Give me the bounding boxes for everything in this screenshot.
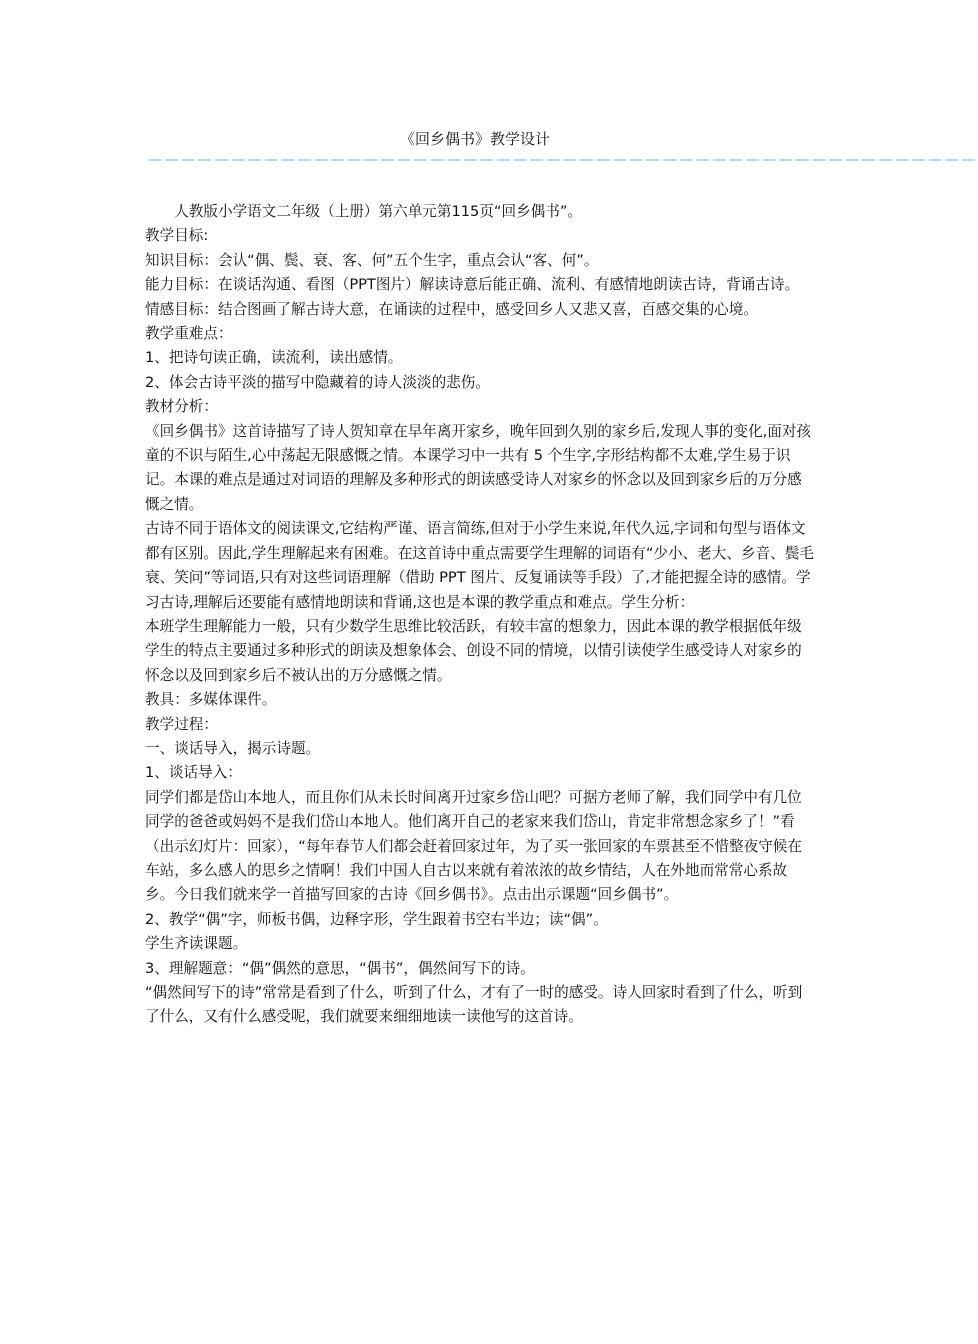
list-item: 1、谈话导入： <box>145 764 242 782</box>
section-heading: 教学重难点： <box>145 325 233 343</box>
section-heading: 教学目标: <box>145 227 209 245</box>
list-item: 3、理解题意：“偶”偶然的意思，“偶书”，偶然间写下的诗。 <box>145 959 535 977</box>
paragraph: 学生齐读课题。 <box>145 935 248 953</box>
intro-paragraph: 人教版小学语文二年级（上册）第六单元第115页“回乡偶书”。 <box>174 203 583 220</box>
paragraph: 能力目标：在谈话沟通、看图（PPT图片）解读诗意后能正确、流利、有感情地朗读古诗，背诵古诗。 <box>145 276 800 294</box>
section-heading: 教材分析： <box>145 398 218 416</box>
list-item: 2、体会古诗平淡的描写中隐藏着的诗人淡淡的悲伤。 <box>145 373 490 391</box>
paragraph: 情感目标：结合图画了解古诗大意，在诵读的过程中，感受回乡人又悲又喜，百感交集的心境。 <box>145 300 758 318</box>
paragraph: 教具：多媒体课件。 <box>145 691 277 709</box>
paragraph: 同学们都是岱山本地人，而且你们从未长时间离开过家乡岱山吧？可据方老师了解，我们同学中有几位同学的爸爸或妈妈不是我们岱山本地人。他们离开自己的老家来我们岱山，肯定非常想念家乡了！”看（出示幻灯片：回家），“每年春节人们都会赶着回家过年，为了买一张回家的车票甚至不惜整夜守候在车站，多么感人的思乡之情啊！我们中国人自古以来就有着浓浓的故乡情结，人在外地而常常心系故乡。今日我们就来学一首描写回家的古诗《回乡偶书》。点击出示课题“回乡偶书”。 <box>145 788 802 904</box>
paragraph: 本班学生理解能力一般，只有少数学生思维比较活跃，有较丰富的想象力，因此本课的教学根据低年级学生的特点主要通过多种形式的朗读及想象体会、创设不同的情境，以情引读使学生感受诗人对家乡的怀念以及回到家乡后不被认出的万分感慨之情。 <box>145 617 802 684</box>
document-body <box>145 200 815 1030</box>
paragraph: 《回乡偶书》这首诗描写了诗人贺知章在早年离开家乡，晚年回到久别的家乡后,发现人事的变化,面对孩童的不识与陌生,心中荡起无限感慨之情。本课学习中一共有 5 个生字,字形结构都不太难,学生易于识记。本课的难点是通过对词语的理解及多种形式的朗读感受诗人对家乡的怀念以及回到家乡后的万分感慨之情。 <box>145 422 812 513</box>
section-heading: 教学过程： <box>145 715 218 733</box>
section-heading: 一、谈话导入，揭示诗题。 <box>145 739 321 757</box>
list-item: 2、教学“偶”字，师板书偶，边释字形，学生跟着书空右半边；读“偶”。 <box>145 910 608 928</box>
document-title: 《回乡偶书》教学设计 <box>399 130 550 148</box>
paragraph: 知识目标：会认“偶、鬓、衰、客、何”五个生字，重点会认“客、何”。 <box>145 251 599 269</box>
title-divider: —————————————————————————————————————————————————— <box>148 152 978 168</box>
paragraph: 古诗不同于语体文的阅读课文,它结构严谨、语言简练,但对于小学生来说,年代久远,字词和句型与语体文都有区别。因此,学生理解起来有困难。在这首诗中重点需要学生理解的词语有“少小、老大、乡音、鬓毛衰、笑问”等词语,只有对这些词语理解（借助 PPT 图片、反复诵读等手段）了,才能把握全诗的感情。学习古诗,理解后还要能有感情地朗读和背诵,这也是本课的教学重点和难点。学生分析： <box>145 520 814 611</box>
paragraph: “偶然间写下的诗”常常是看到了什么，听到了什么，才有了一时的感受。诗人回家时看到了什么，听到了什么，又有什么感受呢，我们就要来细细地读一读他写的这首诗。 <box>145 984 803 1026</box>
list-item: 1、把诗句读正确，读流利，读出感情。 <box>145 349 403 367</box>
